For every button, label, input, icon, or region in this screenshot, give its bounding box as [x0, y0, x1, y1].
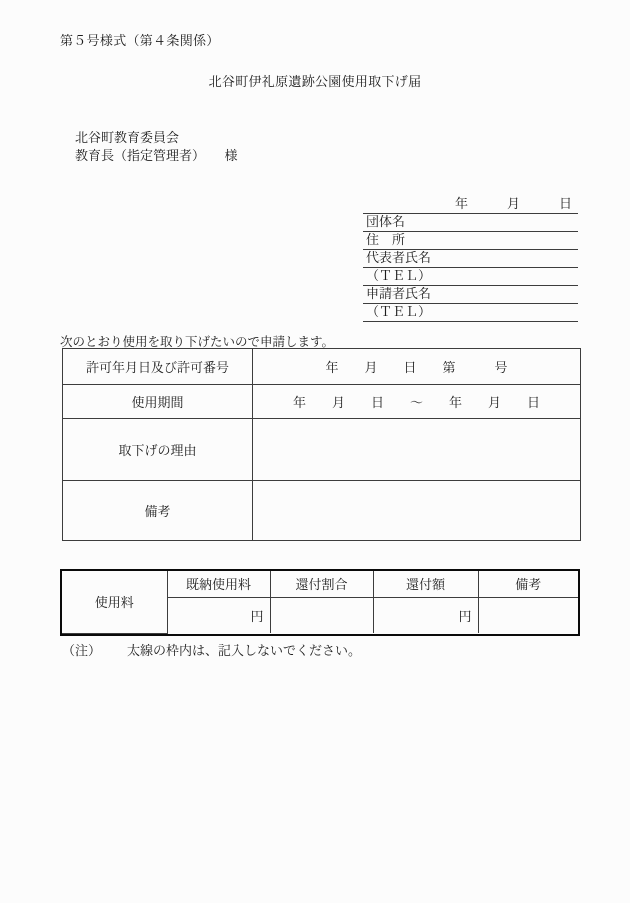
note-text: 太線の枠内は、記入しないでください。 [127, 643, 362, 658]
permit-date-number-value: 年 月 日 第 号 [253, 349, 581, 385]
paid-fee-header: 既納使用料 [167, 571, 270, 597]
addressee-recipient: 教育長（指定管理者） 様 [75, 148, 238, 163]
document-title: 北谷町伊礼原遺跡公園使用取下げ届 [208, 74, 422, 89]
applicant-block [363, 195, 578, 322]
use-period-value: 年 月 日 ～ 年 月 日 [253, 385, 581, 419]
remarks-value [253, 481, 581, 541]
field-organization-name: 団体名 [363, 214, 578, 232]
fee-header-row [62, 571, 578, 597]
addressee-organization: 北谷町教育委員会 [75, 130, 180, 145]
table-row [63, 349, 581, 385]
fee-remarks-header: 備考 [478, 571, 578, 597]
table-row [63, 385, 581, 419]
refund-rate-header: 還付割合 [270, 571, 373, 597]
refund-rate-value [270, 597, 373, 633]
withdrawal-details-table [62, 348, 581, 541]
fee-remarks-value [478, 597, 578, 633]
withdrawal-reason-value [253, 419, 581, 481]
statement-text: 次のとおり使用を取り下げたいので申請します。 [60, 335, 335, 349]
fee-row-label: 使用料 [62, 571, 167, 633]
refund-amount-header: 還付額 [373, 571, 478, 597]
remarks-label: 備考 [63, 481, 253, 541]
date-line: 年 月 日 [363, 195, 578, 214]
form-number: 第５号様式（第４条関係） [60, 33, 220, 48]
refund-amount-value: 円 [373, 597, 478, 633]
fee-table-frame [60, 569, 580, 636]
permit-date-number-label: 許可年月日及び許可番号 [63, 349, 253, 385]
paid-fee-value: 円 [167, 597, 270, 633]
field-representative-name: 代表者氏名 [363, 250, 578, 268]
use-period-label: 使用期間 [63, 385, 253, 419]
fee-table [62, 571, 578, 634]
field-applicant-tel: （ＴＥＬ） [363, 304, 578, 322]
withdrawal-reason-label: 取下げの理由 [63, 419, 253, 481]
field-address: 住 所 [363, 232, 578, 250]
table-row [63, 419, 581, 481]
note-line [62, 640, 361, 659]
table-row [63, 481, 581, 541]
field-applicant-name: 申請者氏名 [363, 286, 578, 304]
field-representative-tel: （ＴＥＬ） [363, 268, 578, 286]
addressee-block [75, 129, 238, 165]
note-prefix: （注） [62, 643, 102, 658]
